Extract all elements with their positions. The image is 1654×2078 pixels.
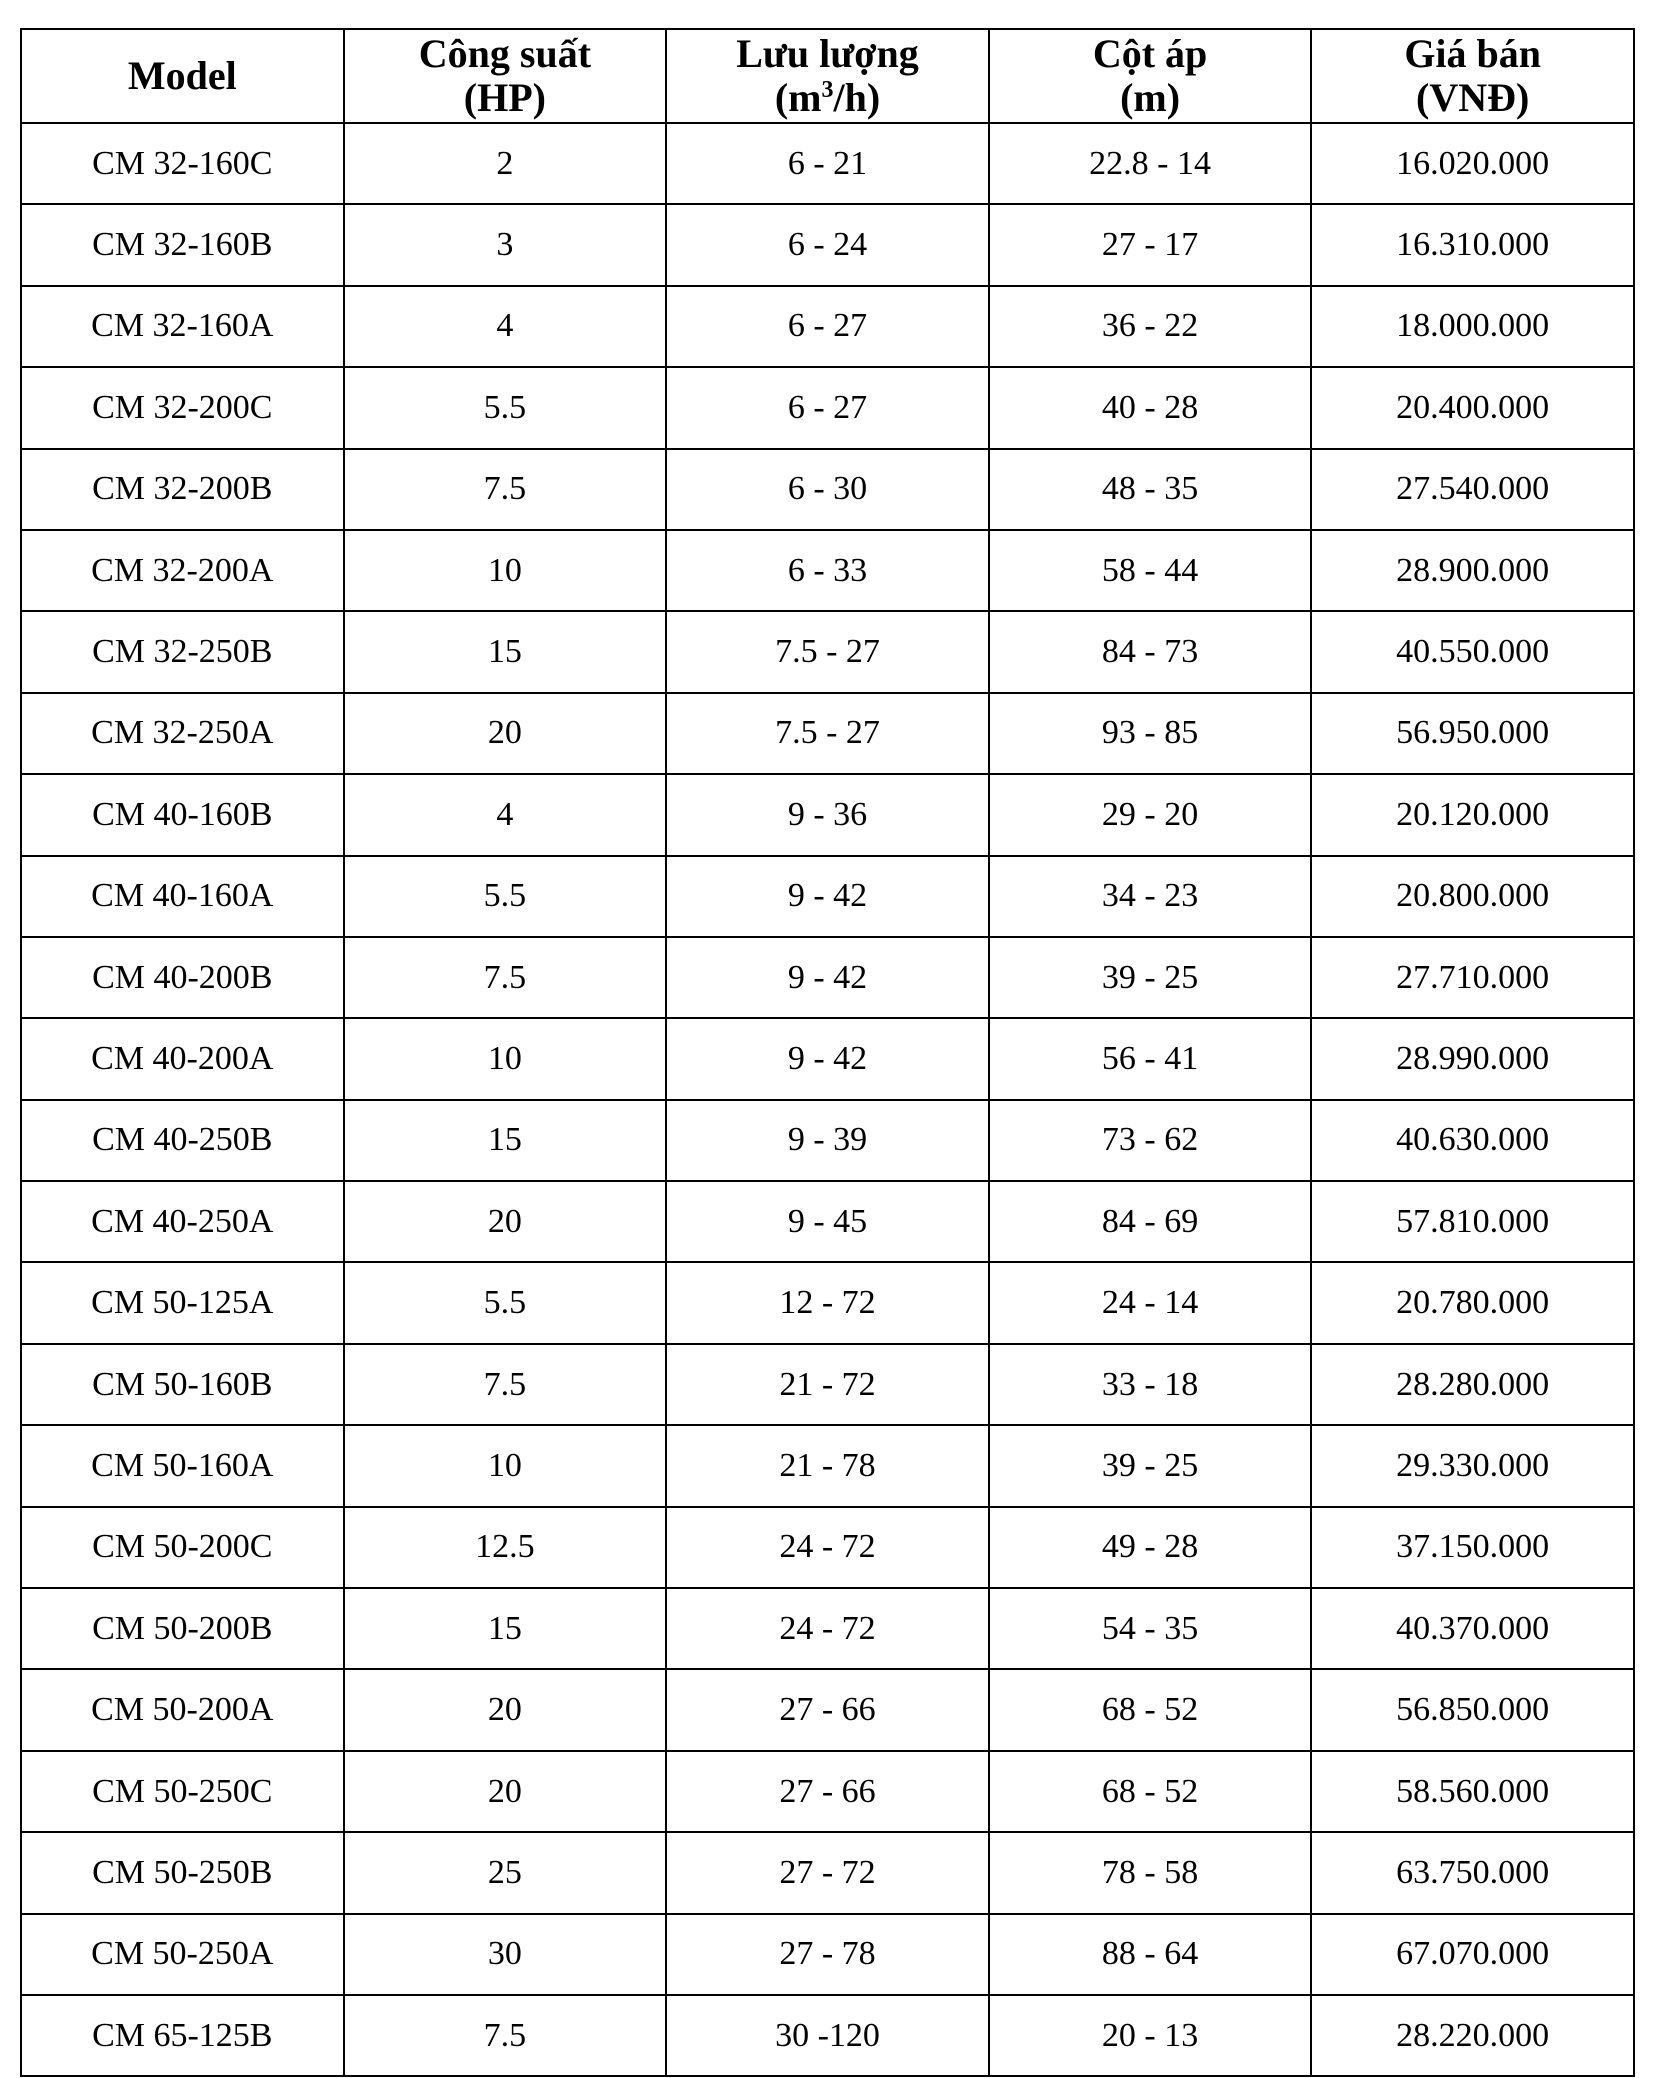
model-cell: CM 40-250A [21,1181,344,1262]
power-cell: 4 [344,286,667,367]
flow-cell: 6 - 30 [666,449,989,530]
flow-cell: 27 - 66 [666,1669,989,1750]
pump-price-table [20,28,1635,2077]
power-cell: 20 [344,1751,667,1832]
model-cell: CM 40-250B [21,1100,344,1181]
table-row [21,123,1634,204]
flow-cell: 6 - 24 [666,204,989,285]
price-cell: 16.310.000 [1311,204,1634,285]
head-cell: 24 - 14 [989,1262,1312,1343]
price-cell: 28.220.000 [1311,1995,1634,2076]
head-cell: 34 - 23 [989,856,1312,937]
table-row [21,286,1634,367]
power-cell: 20 [344,1669,667,1750]
model-cell: CM 65-125B [21,1995,344,2076]
head-cell: 68 - 52 [989,1669,1312,1750]
power-cell: 20 [344,1181,667,1262]
header-price-unit: (VNĐ) [1416,75,1530,120]
table-row [21,1181,1634,1262]
table-header [21,29,1634,123]
flow-cell: 6 - 21 [666,123,989,204]
header-flow [666,29,989,123]
flow-cell: 12 - 72 [666,1262,989,1343]
model-cell: CM 32-160B [21,204,344,285]
power-cell: 5.5 [344,856,667,937]
price-cell: 18.000.000 [1311,286,1634,367]
power-cell: 2 [344,123,667,204]
model-cell: CM 32-200C [21,367,344,448]
table-row [21,774,1634,855]
head-cell: 84 - 73 [989,611,1312,692]
price-cell: 56.850.000 [1311,1669,1634,1750]
model-cell: CM 32-160A [21,286,344,367]
flow-cell: 9 - 42 [666,856,989,937]
head-cell: 33 - 18 [989,1344,1312,1425]
price-table-container [20,28,1633,2077]
power-cell: 7.5 [344,1995,667,2076]
power-cell: 30 [344,1914,667,1995]
model-cell: CM 50-160A [21,1425,344,1506]
header-power-unit: (HP) [463,75,546,120]
header-head [989,29,1312,123]
price-cell: 63.750.000 [1311,1832,1634,1913]
head-cell: 48 - 35 [989,449,1312,530]
power-cell: 12.5 [344,1507,667,1588]
flow-cell: 9 - 36 [666,774,989,855]
flow-cell: 9 - 42 [666,937,989,1018]
model-cell: CM 50-160B [21,1344,344,1425]
model-cell: CM 32-200B [21,449,344,530]
table-row [21,1507,1634,1588]
header-price-label: Giá bán [1404,31,1542,76]
power-cell: 5.5 [344,1262,667,1343]
head-cell: 56 - 41 [989,1018,1312,1099]
price-cell: 28.990.000 [1311,1018,1634,1099]
model-cell: CM 32-200A [21,530,344,611]
power-cell: 7.5 [344,1344,667,1425]
flow-cell: 7.5 - 27 [666,611,989,692]
table-row [21,1344,1634,1425]
table-row [21,1425,1634,1506]
head-cell: 39 - 25 [989,1425,1312,1506]
header-power [344,29,667,123]
head-cell: 49 - 28 [989,1507,1312,1588]
table-row [21,1751,1634,1832]
head-cell: 40 - 28 [989,367,1312,448]
table-row [21,1832,1634,1913]
power-cell: 3 [344,204,667,285]
price-cell: 58.560.000 [1311,1751,1634,1832]
power-cell: 5.5 [344,367,667,448]
head-cell: 93 - 85 [989,693,1312,774]
model-cell: CM 50-125A [21,1262,344,1343]
table-row [21,530,1634,611]
flow-cell: 24 - 72 [666,1588,989,1669]
flow-cell: 27 - 66 [666,1751,989,1832]
power-cell: 10 [344,1425,667,1506]
flow-cell: 30 -120 [666,1995,989,2076]
table-row [21,1914,1634,1995]
power-cell: 25 [344,1832,667,1913]
model-cell: CM 50-250C [21,1751,344,1832]
power-cell: 15 [344,1100,667,1181]
header-head-label: Cột áp [1092,31,1208,76]
price-cell: 56.950.000 [1311,693,1634,774]
flow-cell: 6 - 27 [666,286,989,367]
price-cell: 40.370.000 [1311,1588,1634,1669]
head-cell: 84 - 69 [989,1181,1312,1262]
flow-cell: 9 - 42 [666,1018,989,1099]
table-row [21,367,1634,448]
header-model [21,29,344,123]
power-cell: 4 [344,774,667,855]
head-cell: 29 - 20 [989,774,1312,855]
price-cell: 16.020.000 [1311,123,1634,204]
table-row [21,1262,1634,1343]
price-cell: 20.780.000 [1311,1262,1634,1343]
price-cell: 27.710.000 [1311,937,1634,1018]
model-cell: CM 50-200C [21,1507,344,1588]
head-cell: 73 - 62 [989,1100,1312,1181]
power-cell: 15 [344,1588,667,1669]
header-model-label: Model [127,53,237,98]
flow-cell: 6 - 33 [666,530,989,611]
price-cell: 20.400.000 [1311,367,1634,448]
header-flow-unit-post: /h) [833,75,881,120]
model-cell: CM 40-200A [21,1018,344,1099]
price-cell: 40.630.000 [1311,1100,1634,1181]
table-row [21,1018,1634,1099]
flow-cell: 21 - 72 [666,1344,989,1425]
model-cell: CM 40-160B [21,774,344,855]
table-row [21,1669,1634,1750]
header-power-label: Công suất [418,31,592,76]
table-body [21,123,1634,2076]
head-cell: 68 - 52 [989,1751,1312,1832]
flow-cell: 9 - 45 [666,1181,989,1262]
price-cell: 37.150.000 [1311,1507,1634,1588]
head-cell: 20 - 13 [989,1995,1312,2076]
model-cell: CM 50-250A [21,1914,344,1995]
head-cell: 58 - 44 [989,530,1312,611]
price-cell: 67.070.000 [1311,1914,1634,1995]
flow-cell: 6 - 27 [666,367,989,448]
head-cell: 36 - 22 [989,286,1312,367]
header-flow-label: Lưu lượng [736,31,919,76]
table-row [21,449,1634,530]
head-cell: 88 - 64 [989,1914,1312,1995]
price-cell: 28.280.000 [1311,1344,1634,1425]
power-cell: 20 [344,693,667,774]
flow-cell: 24 - 72 [666,1507,989,1588]
flow-cell: 9 - 39 [666,1100,989,1181]
table-row [21,856,1634,937]
power-cell: 15 [344,611,667,692]
price-cell: 27.540.000 [1311,449,1634,530]
head-cell: 54 - 35 [989,1588,1312,1669]
table-row [21,937,1634,1018]
head-cell: 39 - 25 [989,937,1312,1018]
model-cell: CM 32-250B [21,611,344,692]
price-cell: 20.800.000 [1311,856,1634,937]
power-cell: 7.5 [344,937,667,1018]
power-cell: 10 [344,530,667,611]
price-cell: 20.120.000 [1311,774,1634,855]
header-flow-unit [667,76,988,120]
table-row [21,611,1634,692]
flow-cell: 21 - 78 [666,1425,989,1506]
header-flow-unit-sup: 3 [821,77,834,103]
table-row [21,204,1634,285]
model-cell: CM 50-200B [21,1588,344,1669]
flow-cell: 7.5 - 27 [666,693,989,774]
price-cell: 57.810.000 [1311,1181,1634,1262]
price-cell: 28.900.000 [1311,530,1634,611]
model-cell: CM 32-160C [21,123,344,204]
model-cell: CM 40-200B [21,937,344,1018]
model-cell: CM 32-250A [21,693,344,774]
head-cell: 27 - 17 [989,204,1312,285]
table-row [21,1995,1634,2076]
header-flow-unit-pre: (m [774,75,822,120]
power-cell: 10 [344,1018,667,1099]
model-cell: CM 50-250B [21,1832,344,1913]
header-head-unit: (m) [1120,75,1181,120]
model-cell: CM 50-200A [21,1669,344,1750]
power-cell: 7.5 [344,449,667,530]
table-row [21,1100,1634,1181]
price-cell: 29.330.000 [1311,1425,1634,1506]
model-cell: CM 40-160A [21,856,344,937]
table-row [21,693,1634,774]
head-cell: 22.8 - 14 [989,123,1312,204]
flow-cell: 27 - 78 [666,1914,989,1995]
header-price [1311,29,1634,123]
table-row [21,1588,1634,1669]
flow-cell: 27 - 72 [666,1832,989,1913]
header-row [21,29,1634,123]
price-cell: 40.550.000 [1311,611,1634,692]
head-cell: 78 - 58 [989,1832,1312,1913]
